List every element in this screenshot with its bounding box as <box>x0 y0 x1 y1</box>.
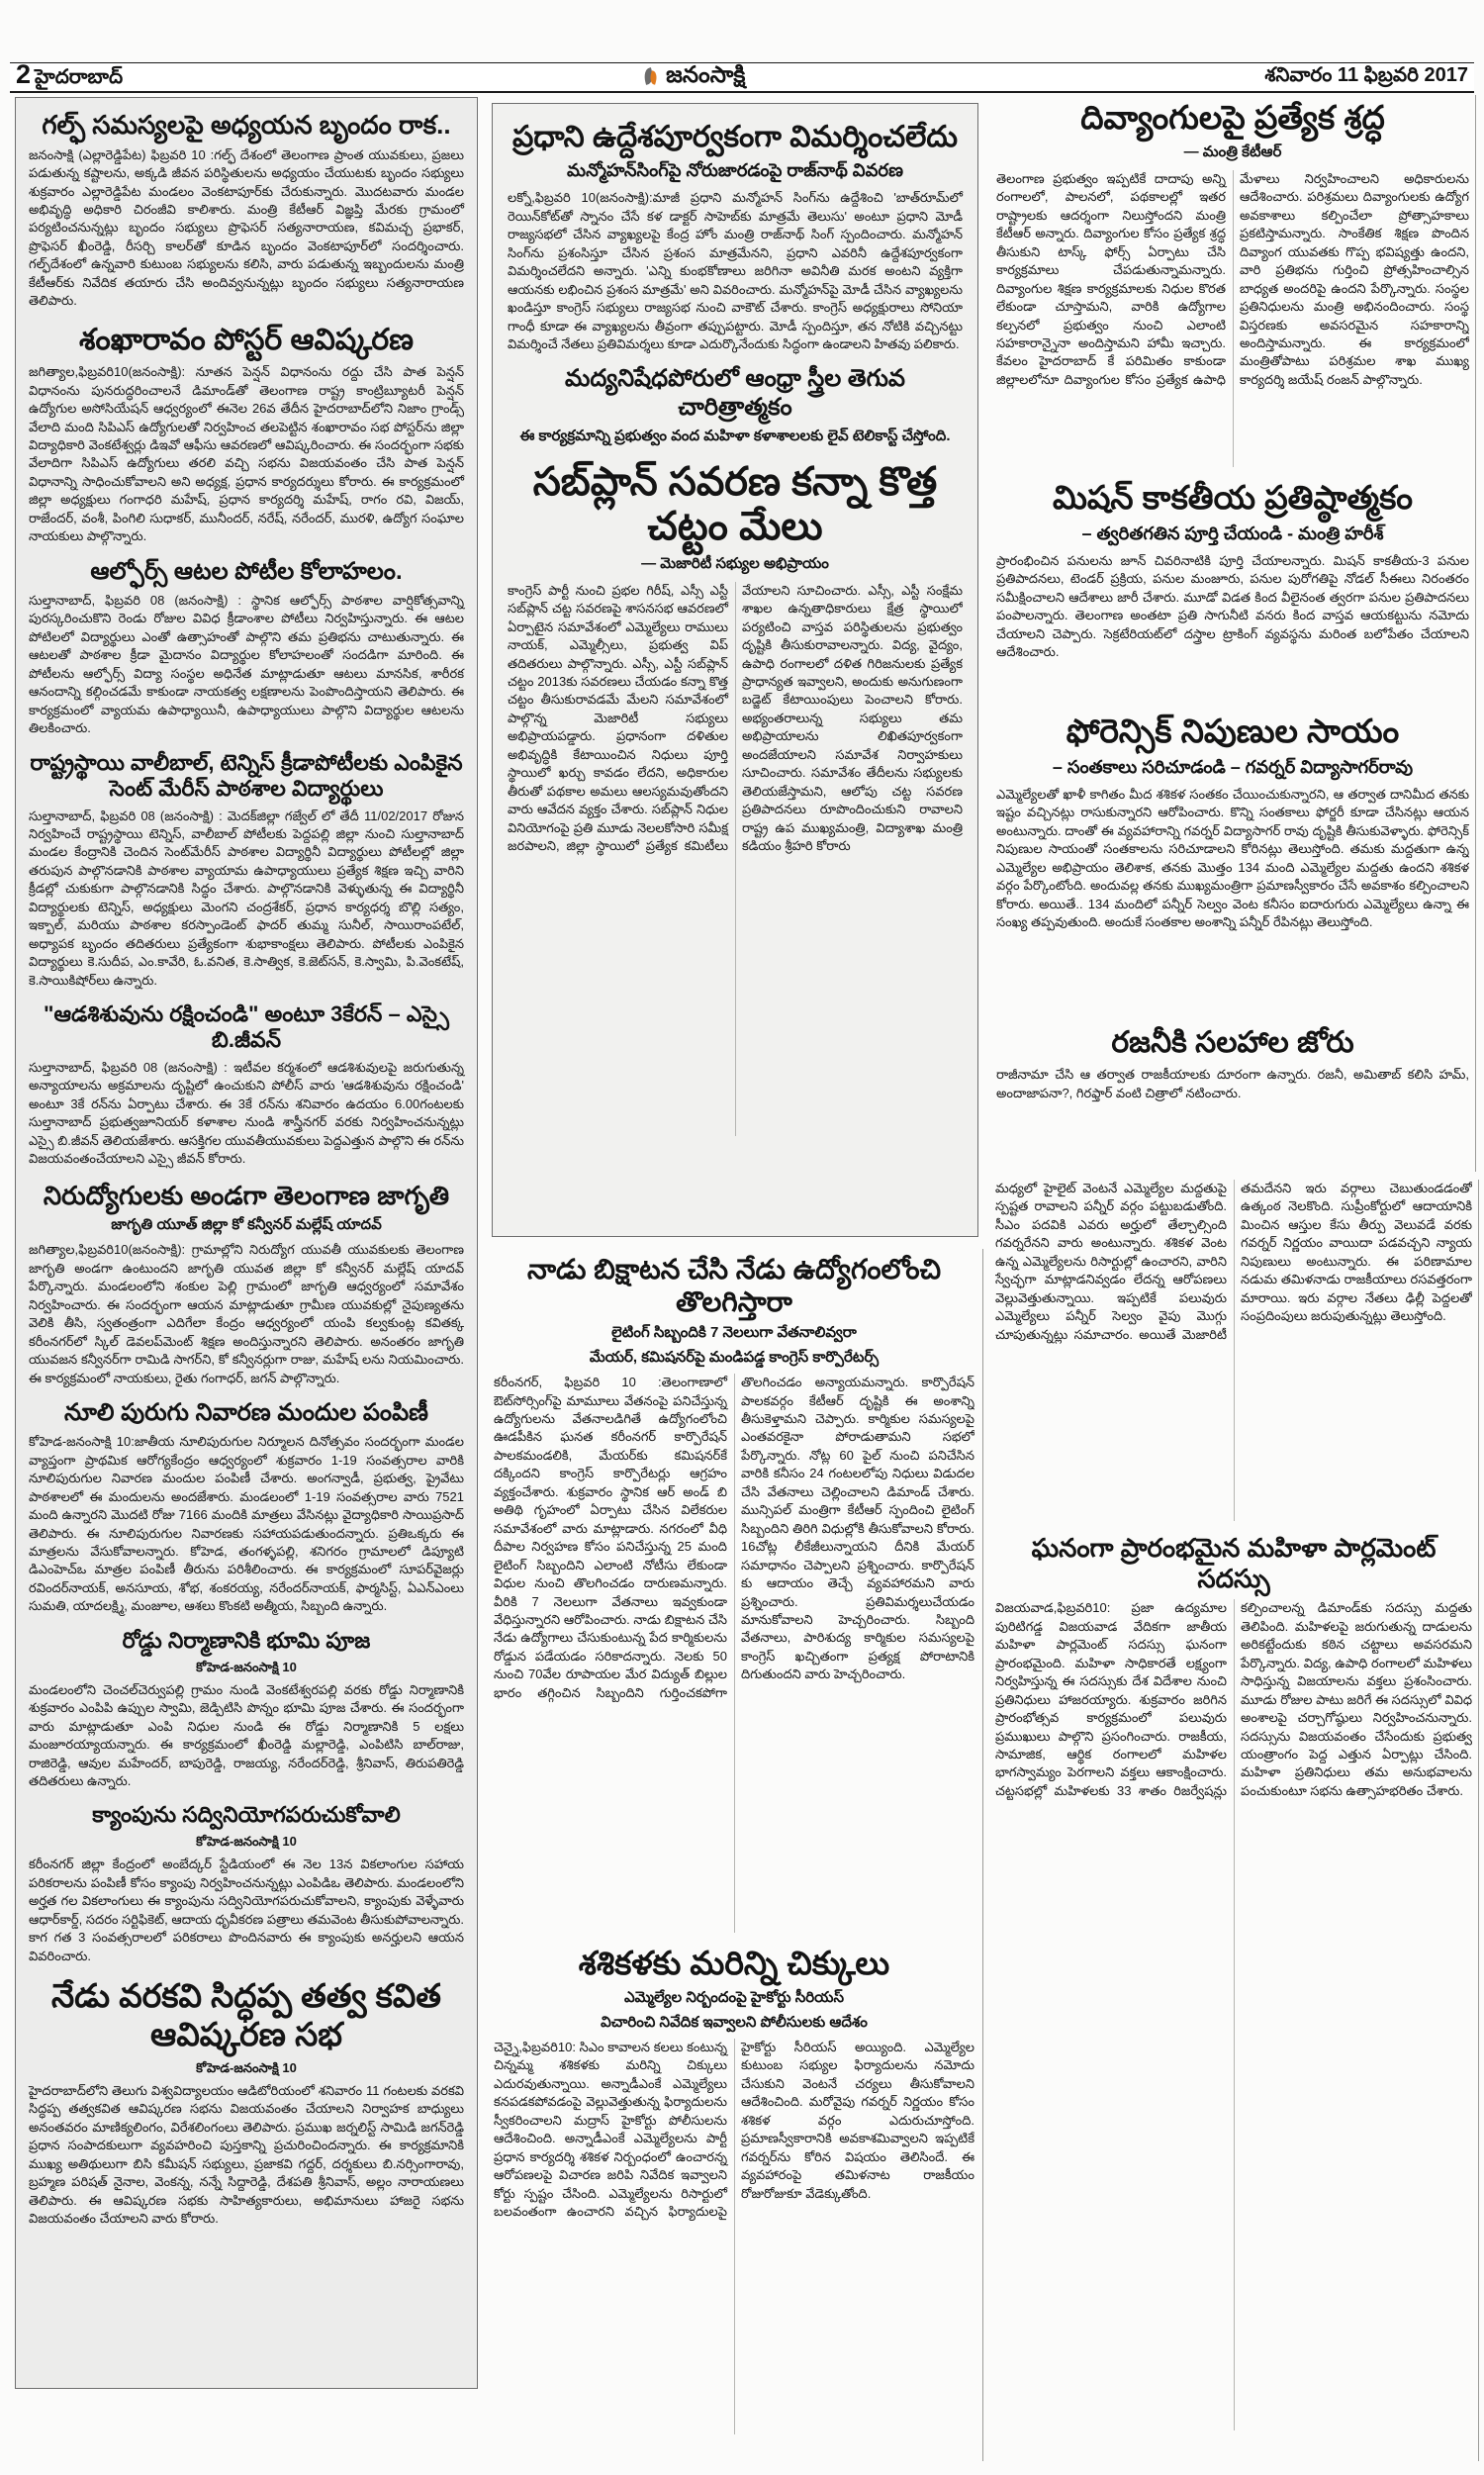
right-column <box>992 95 1476 1172</box>
article-headline: మిషన్ కాకతీయ ప్రతిష్ఠాత్మకం <box>1052 478 1414 516</box>
article-body: లక్నో,ఫిబ్రవరి 10(జనంసాక్షి):మాజీ ప్రధాని మన్మోహన్ సింగ్‌ను ఉద్దేశించి 'బాత్‌రూమ్‌లో రెయిన్‌కోట్‌తో స్నానం చేసే కళ డాక్టర్ సాహెబ్‌కు మాత్రమే తెలుసు' అంటూ ప్రధాని మోడీ రాజ్యసభలో చేసిన వ్యాఖ్యలపై కేంద్ర హోం మంత్రి రాజ్‌నాథ్ సింగ్ స్పందించారు. మన్మోహన్ సింగ్‌ను ప్రశంసిస్తూ చేసిన ప్రశంస మాత్రమేనని, ప్రధాని ఎవరినీ ఉద్దేశపూర్వకంగా విమర్శించలేదని అన్నారు. 'ఎన్ని కుంభకోణాలు జరిగినా అవినీతి మరక అంటని వ్యక్తిగా ఆయనకు లభించిన ప్రశంస మాత్రమే' అని వివరించారు. మన్మోహన్‌పై మోడీ చేసిన వ్యాఖ్యలను ఖండిస్తూ కాంగ్రెస్ సభ్యులు రాజ్యసభ నుంచి వాకౌట్ చేశారు. కాంగ్రెస్ అధ్యక్షురాలు సోనియా గాంధీ కూడా ఈ వ్యాఖ్యలను తీవ్రంగా తప్పుపట్టారు. మోడీ స్పందిస్తూ, తన నోటికి వచ్చినట్టు విమర్శించే నేతలు ప్రతివిమర్శలు కూడా ఎదుర్కొనేందుకు సిద్ధంగా ఉండాలని హితవు పలికారు. <box>508 190 963 352</box>
article-subhead: ఈ కార్యక్రమాన్ని ప్రభుత్వం వంద మహిళా కళాశాలలకు లైవ్ టెలికాస్ట్ చేస్తోంది. <box>519 428 951 445</box>
article-gulf-study-team <box>29 110 464 311</box>
article-subhead: – త్వరితగతిన పూర్తి చేయండి - మంత్రి హరీశ్ <box>1081 523 1384 543</box>
article-body: కరీంనగర్ జిల్లా కేంద్రంలో అంబేద్కర్ స్టేడియంలో ఈ నెల 13న వికలాంగుల సహాయ పరికరాలను పంపిణీ కోసం క్యాంపు నిర్వహించనున్నట్లు ఎంపిడిఒ తెలిపారు. మండలంలోని అర్హత గల వికలాంగులు ఈ క్యాంపును సద్వినియోగపరుచుకోవాలని, క్యాంపుకు వెళ్ళేవారు ఆధార్‌కార్డ్, సదరం సర్టిఫికెట్, ఆదాయ ధృవీకరణ పత్రాలు తమవెంట తీసుకుపోవాలన్నారు. కాగ గత 3 సంవత్సరాలలో పరికరాలు పొందినవారు ఈ క్యాంపుకు అనర్హులని ఆయన వివరించారు. <box>29 1856 464 1963</box>
article-subhead: విచారించి నివేదిక ఇవ్వాలని పోలీసులకు ఆదేశం <box>601 2014 868 2031</box>
article-siddappa-poetry-launch <box>29 1977 464 2229</box>
article-headline: ఫోరెన్సిక్ నిపుణుల సాయం <box>1066 712 1400 749</box>
article-sasikala-troubles <box>494 1945 974 2434</box>
article-telangana-jagruthi <box>29 1181 464 1387</box>
article-deworming-medicine <box>29 1399 464 1616</box>
masthead-title: జనంసాక్షి <box>666 60 746 87</box>
left-column-box <box>15 97 478 2389</box>
page-number: 2 <box>16 59 32 89</box>
article-headline: శశికళకు మరిన్ని చిక్కులు <box>578 1945 890 1982</box>
article-dateline: కోహెడ-జనంసాక్షి 10 <box>196 1659 297 1674</box>
article-headline: రాష్ట్రస్థాయి వాలీబాల్, టెన్నిస్ క్రీడాపోటీలకు ఎంపికైన సెంట్ మేరీస్ పాఠశాల విద్యార్థులు <box>30 749 463 801</box>
article-headline: "ఆడశిశువును రక్షించండి" అంటూ 3కేరన్ – ఎస్సై బి.జీవన్ <box>44 1001 449 1052</box>
article-body: హైదరాబాద్‌లోని తెలుగు విశ్వవిద్యాలయం ఆడిటోరియంలో శనివారం 11 గంటలకు వరకవి సిద్ధప్ప తత్వకవిత ఆవిష్కరణ సభను విజయవంతం చేయాలని నిర్వాహక బాధ్యులు అనంతవరం మాణిక్యలింగం, విరేశలింగంలు తెలిపారు. ప్రముఖ జర్నలిస్ట్ సామిడి జగన్‌రెడ్డి ప్రధాన సంపాదకులుగా వ్యవహరించి పుస్తకాన్ని ప్రచురించిందన్నారు. ఈ కార్యక్రమానికి ముఖ్య అతిథులుగా బిసి కమీషన్ సభ్యులు, ప్రజాకవి గద్దర్, దర్శకులు బి.నర్సింగారావు, బ్రహ్మణ పరిషత్ నైనాల, వెంకన్న, నన్నే సిద్దారెడ్డి, దేశపతి శ్రీనివాస్, అల్లం నారాయణలు తెలిపారు. ఈ ఆవిష్కరణ సభకు సాహిత్యకారులు, అభిమానులు హాజరై సభను విజయవంతం చేయాలని వారు కోరారు. <box>29 2083 464 2227</box>
article-headline: నిరుద్యోగులకు అండగా తెలంగాణ జాగృతి <box>43 1180 450 1210</box>
article-headline: రజనీకి సలహాల జోరు <box>1111 1025 1354 1059</box>
article-road-bhoomi-puja <box>29 1628 464 1791</box>
bottom-right-column <box>989 1180 1479 2461</box>
article-subhead: లైటింగ్ సిబ్బందికి 7 నెలలుగా వేతనాలివ్వరా <box>611 1324 857 1342</box>
article-headline: గల్ఫ్ సమస్యలపై అధ్యయన బృందం రాక.. <box>42 110 451 140</box>
article-tn-politics-continuation <box>995 1180 1472 1521</box>
article-body: జగిత్యాల,ఫిబ్రవరి10(జనంసాక్షి): గ్రామాల్లోని నిరుద్యోగ యువతీ యువకులకు తెలంగాణ జాగృతి అండగా ఉంటుందని జాగృతి యువత జిల్లా కో కన్వీనర్ మల్లేష్ యాదవ్ పేర్కొన్నారు. మండలంలోని శంకుల పెల్లి గ్రామంలో జాగృతి ఆధ్వర్యంలో సమావేశం నిర్వహించారు. ఈ సందర్భంగా ఆయన మాట్లాడుతూ గ్రామీణ యువకుల్లో నైపుణ్యతను వెలికి తీసి, స్వతంత్రంగా ఎదిగేలా కేంద్రం ఆధ్వర్యంలో యంపి కల్వకుంట్ల కవితక్క కరీంనగర్‌లో స్కిల్ డెవలప్‌మెంట్ శిక్షణ అందిస్తున్నారని తెలిపారు. అనంతరం జాగృతి యువజన కన్వీనర్‌గా రామిడి సాగర్‌ని, కో కన్వీనర్లుగా రాజు, మహేష్ లను నియమించారు. ఈ కార్యక్రమంలో నాయకులు, రైతు గంగాధర్, జగన్ పాల్గొన్నారు. <box>29 1242 464 1385</box>
article-forensic-experts <box>996 713 1469 1013</box>
article-body: ఎమ్మెల్యేలతో ఖాళీ కాగితం మీద శశికళ సంతకం చేయించుకున్నారని, ఆ తర్వాత దానిమీద తనకు ఇష్టం వచ్చినట్లు రాసుకున్నారని ఆరోపించారు. కొన్ని సంతకాలు ఫోర్జరీ కూడా చేసినట్లు ఆయన అంటున్నారు. దాంతో ఈ వ్యవహారాన్ని గవర్నర్ విద్యాసాగర్ రావు దృష్టికి తీసుకువెళ్ళారు. ఫోరెన్సిక్ నిపుణుల సాయంతో సంతకాలను సరిచూడాలని కోరినట్లు తెలుస్తోంది. తమకు మద్దతుగా ఉన్న ఎమ్మెల్యేల అభిప్రాయం తెలిశాక, తనకు మొత్తం 134 మంది ఎమ్మెల్యేల మద్దతు ఉందని శశికళ వర్గం పేర్కొంటోంది. అందువల్ల తనకు ముఖ్యమంత్రిగా ప్రమాణస్వీకారం చేసే అవకాశం కల్పించాలని కోరారు. అయితే.. 134 మందిలో పన్నీర్ సెల్వం వెంట కనీసం ఐదారుగురు ఎమ్మెల్యేలు ఉన్నా ఈ సంఖ్య తప్పవుతుంది. అందుకే సంతకాల అంశాన్ని పన్నీర్ రేపినట్లు తెలుస్తోంది. <box>996 786 1469 929</box>
article-subhead: జాగృతి యూత్ జిల్లా కో కన్వీనర్ మల్లేష్ యాదవ్ <box>111 1216 382 1234</box>
article-body: సుల్తానాబాద్, ఫిబ్రవరి 08 (జనంసాక్షి) : స్థానిక ఆల్ఫోర్స్ పాఠశాల వార్షికోత్సవాన్ని పురస్కరించుకొని రెండు రోజుల వివిధ క్రీడాంశాల పోటీలు నిర్వహిస్తున్నారు. ఈ ఆటల పోటిలలో విద్యార్థులు ఎంతో ఉత్సాహంతో పాల్గొని తమ ప్రతిభను చాటుతున్నారు. ఈ ఆటలతో పాఠశాల క్రీడా మైదానం విద్యార్థుల కోలాహలంతో సందడిగా మారింది. ఈ పోటీలను ఆల్ఫోర్స్ విద్యా సంస్థల అధినేత మాట్లాడుతూ ఆటలు మానసిక, శారీరక ఆనందాన్ని కల్గించడమే కాకుండా నాయకత్వ లక్షణాలను పెంపొందిస్తాయని తెలిపారు. ఈ కార్యక్రమంలో వ్యాయమ ఉపాధ్యాయినీ, ఉపాధ్యాయులు పాల్గొని విద్యార్థుల ఆటలను తిలకించారు. <box>29 592 464 736</box>
article-camp-utilization <box>29 1802 464 1965</box>
article-headline: ఘనంగా ప్రారంభమైన మహిళా పార్లమెంట్ సదస్సు <box>1031 1533 1437 1593</box>
article-womens-parliament <box>995 1533 1472 2430</box>
article-sankharavam-poster <box>29 323 464 546</box>
article-headline: నూలి పురుగు నివారణ మందుల పంపిణీ <box>64 1398 428 1426</box>
article-body: విజయవాడ,ఫిబ్రవరి10: ప్రజా ఉద్యమాల పురిటిగడ్డ విజయవాడ వేదికగా జాతీయ మహిళా పార్లమెంట్ సదస్సు ఘనంగా ప్రారంభమైంది. మహిళా సాధికారతే లక్ష్యంగా నిర్వహిస్తున్న ఈ సదస్సుకు దేశ విదేశాల నుంచి ప్రతినిధులు హాజరయ్యారు. శుక్రవారం జరిగిన ప్రారంభోత్సవ కార్యక్రమంలో పలువురు ప్రముఖులు పాల్గొని ప్రసంగించారు. రాజకీయ, సామాజిక, ఆర్థిక రంగాలలో మహిళల భాగస్వామ్యం పెరగాలని వక్తలు ఆకాంక్షించారు. చట్టసభల్లో మహిళలకు 33 శాతం రిజర్వేషన్లు కల్పించాలన్న డిమాండ్‌కు సదస్సు మద్దతు తెలిపింది. మహిళలపై జరుగుతున్న దాడులను అరికట్టేందుకు కఠిన చట్టాలు అవసరమని పేర్కొన్నారు. విద్య, ఉపాధి రంగాలలో మహిళలు సాధిస్తున్న విజయాలను వక్తలు ప్రశంసించారు. మూడు రోజుల పాటు జరిగే ఈ సదస్సులో వివిధ అంశాలపై చర్చాగోష్ఠులు నిర్వహించనున్నారు. సదస్సును విజయవంతం చేసేందుకు ప్రభుత్వ యంత్రాంగం పెద్ద ఎత్తున ఏర్పాట్లు చేసింది. మహిళా ప్రతినిధులు తమ అనుభవాలను పంచుకుంటూ సభను ఉత్సాహభరితం చేశారు. <box>995 1600 1472 1798</box>
bottom-middle-column <box>492 1249 983 2461</box>
article-body: మధ్యలో హైలైట్ వెంటనే ఎమ్మెల్యేల మద్దతుపై స్పష్టత రావాలని పన్నీర్ వర్గం పట్టుబడుతోంది. సీఎం పదవికి ఎవరు అర్హులో తేల్చాల్సింది గవర్నరేనని వారు అంటున్నారు. శశికళ వెంట ఉన్న ఎమ్మెల్యేలను రిసార్టుల్లో ఉంచారని, వారిని స్వేచ్ఛగా మాట్లాడనివ్వడం లేదన్న ఆరోపణలు వెల్లువెత్తుతున్నాయి. ఇప్పటికే పలువురు ఎమ్మెల్యేలు పన్నీర్ సెల్వం వైపు మొగ్గు చూపుతున్నట్లు సమాచారం. అయితే మెజారిటీ తమదేనని ఇరు వర్గాలు చెబుతుండడంతో ఉత్కంఠ నెలకొంది. సుప్రీంకోర్టులో ఆదాయానికి మించిన ఆస్తుల కేసు తీర్పు వెలువడే వరకు గవర్నర్ నిర్ణయం వాయిదా పడవచ్చని న్యాయ నిపుణులు అంటున్నారు. ఈ పరిణామాల నడుమ తమిళనాడు రాజకీయాలు రసవత్తరంగా మారాయి. ఇరు వర్గాల నేతలు ఢిల్లీ పెద్దలతో సంప్రదింపులు జరుపుతున్నట్లు తెలుస్తోంది. <box>995 1181 1472 1342</box>
article-subhead: ఎమ్మెల్యేల నిర్బందంపై హైకోర్టు సీరియస్ <box>623 1989 844 2006</box>
article-subhead: మేయర్, కమిషనర్‌పై మండిపడ్డ కాంగ్రెస్ కార్పొరేటర్స్ <box>589 1349 880 1367</box>
article-mission-kakatiya <box>996 479 1469 701</box>
masthead-leaf-icon <box>642 67 660 87</box>
article-body: జగిత్యాల,ఫిబ్రవరి10(జనంసాక్షి): నూతన పెన్షన్ విధానంను రద్దు చేసి పాత పెన్షన్ విధానంను పునరుద్ధరించాలనే డిమాండ్‌తో తెలంగాణ రాష్ట్ర కాంట్రిబ్యూటరీ పెన్షన్ ఉద్యోగుల అసోసియేషన్ ఆధ్వర్యంలో ఈనెల 26వ తేదీన హైదరాబాద్‌లోని నిజాం గ్రాండ్స్ వేలాది మంది సిపిఎస్ ఉద్యోగులతో నిర్వహించ తలపెట్టిన శంఖారావం సభ పోస్టర్‌ను జిల్లా విద్యాధికారి వెంకటేశ్వర్లు డిఇవో ఆఫీసు ఆవరణలో ఆవిష్కరించారు. ఈ సందర్భంగా సభకు వేలాదిగా సిపిఎస్ ఉద్యోగులు తరలి వచ్చి సభను విజయవంతం చేసి పాత పెన్షన్ విధానాన్ని సాధించుకోవాలని అని అధ్యక్ష, ప్రధాన కార్యదర్శులు కోరారు. ఈ కార్యక్రమంలో జిల్లా అధ్యక్షులు గంగాధరి మహేష్, ప్రధాన కార్యదర్శి మహేష్, రాగం రవి, విజయ్, రాజేందర్, వంశీ, పింగిలి సుధాకర్, మునీందర్, నరేష్, నరేందర్, మురళి, ఉద్యోగ సంఘాల నాయకులు పాల్గొన్నారు. <box>29 364 464 544</box>
article-subhead: మన్మోహన్‌సింగ్‌పై నోరుజారడంపై రాజ్‌నాథ్ వివరణ <box>567 160 903 181</box>
article-headline: రోడ్డు నిర్మాణానికి భూమి పూజ <box>122 1627 371 1653</box>
article-body: తెలంగాణ ప్రభుత్వం ఇప్పటికే దాదాపు అన్ని రంగాలలో, పాలనలో, పథకాలల్లో ఇతర రాష్ట్రాలకు ఆదర్శంగా నిలుస్తోందని మంత్రి కేటీఆర్ అన్నారు. దివ్యాంగుల కోసం ప్రత్యేక శ్రద్ధ తీసుకుని టాస్క్ ఫోర్స్ ఏర్పాటు చేసి కార్యక్రమాలు చేపడుతున్నామన్నారు. దివ్యాంగుల శిక్షణ కార్యక్రమాలకు నిధుల కొరత లేకుండా చూస్తామని, వారికి ఉద్యోగాల కల్పనలో ప్రభుత్వం నుంచి ఎలాంటి సహకారాన్నైనా అందిస్తామని హామీ ఇచ్చారు. కేవలం హైదరాబాద్ కే పరిమితం కాకుండా జిల్లాలలోనూ దివ్యాంగుల కోసం ప్రత్యేక ఉపాధి మేళాలు నిర్వహించాలని అధికారులను ఆదేశించారు. పరిశ్రమలు దివ్యాంగులకు ఉద్యోగ అవకాశాలు కల్పించేలా ప్రోత్సాహకాలు ప్రకటిస్తామన్నారు. సాంకేతిక శిక్షణ పొందిన దివ్యాంగ యువతకు గొప్ప భవిష్యత్తు ఉందని, వారి ప్రతిభను గుర్తించి ప్రోత్సహించాల్సిన బాధ్యత అందరిపై ఉందని పేర్కొన్నారు. సంస్థల ప్రతినిధులను మంత్రి అభినందించారు. సంస్థ విస్తరణకు అవసరమైన సహకారాన్ని అందిస్తామన్నారు. ఈ కార్యక్రమంలో మంత్రితోపాటు పరిశ్రమల శాఖ ముఖ్య కార్యదర్శి జయేష్ రంజన్ పాల్గొన్నారు. <box>996 170 1469 387</box>
article-rajini-advice <box>996 1025 1469 1120</box>
article-andhra-women-liquor-ban <box>508 365 963 448</box>
article-headline: నేడు వరకవి సిద్ధప్ప తత్వ కవిత ఆవిష్కరణ సభ <box>51 1977 441 2053</box>
article-dateline: కోహెడ-జనంసాక్షి 10 <box>196 1834 297 1850</box>
article-corporation-lighting-staff <box>494 1253 974 1933</box>
article-headline: సబ్‌ప్లాన్ సవరణ కన్నా కొత్త చట్టం మేలు <box>532 460 938 548</box>
article-headline: ప్రధాని ఉద్దేశపూర్వకంగా విమర్శించలేదు <box>512 121 958 153</box>
issue-date: శనివారం 11 ఫిబ్రవరి 2017 <box>1264 63 1468 86</box>
article-dateline: కోహెడ-జనంసాక్షి 10 <box>196 2060 297 2076</box>
article-byline: — మంత్రి కేటీఆర్ <box>1183 143 1282 160</box>
article-body: కోహెడ-జనంసాక్షి 10:జాతీయ నూలిపురుగుల నిర్మూలన దినోత్సవం సందర్భంగా మండల వ్యాప్తంగా ప్రాథమిక ఆరోగ్యకేంద్రం ఆధ్వర్యంలో శుక్రవారం 1-19 సంవత్సరాల వారికి నూలిపురుగుల నివారణ మందుల పంపిణీ చేశారు. అంగన్వాడీ, ప్రభుత్వ, ప్రైవేటు పాఠశాలలో ఈ మందులను అందజేశారు. మండలంలో 1-19 సంవత్సరాల వారు 7521 మంది ఉన్నారని మొదటి రోజు 7166 మందికి మాత్రలు వేసినట్లు వైద్యాధికారి సాయిప్రసాద్ తెలిపారు. ఈ నూలిపురుగుల నివారణకు సహాయపడుతుందన్నారు. ప్రతిఒక్కరు ఈ మాత్రలను వేసుకోవాలన్నారు. కోహెడ, తంగళ్ళపల్లి, శనిగరం గ్రామాలలో డిప్యూటి డిఎంహెచ్ఒ మాత్రల పంపిణీ తీరును పరిశీలించారు. ఈ కార్యక్రమంలో సూపర్‌వైజర్లు రవిందర్‌నాయక్, అనసూయ, శోభ, శంకరయ్య, నరేందర్‌నాయక్, ఫార్మసిస్ట్, ఏఎన్ఎంలు సుమతి, యాదలక్ష్మి, మంజూల, ఆశలు కొంకటి అత్మీయ, సిబ్బంది ఉన్నారు. <box>29 1434 464 1614</box>
article-alfors-games <box>29 558 464 738</box>
article-body: మండలంలోని చెంచల్‌చెర్వుపల్లి గ్రామం నుండి వెంకటేశ్వరపల్లి వరకు రోడ్డు నిర్మాణానికి శుక్రవారం ఎంపిపి ఉప్పుల స్వామి, జెడ్పిటిసి పొన్నం భూమి పూజ చేశారు. ఈ సందర్భంగా వారు మాట్లాడుతూ ఎంపి నిధుల నుండి ఈ రోడ్డు నిర్మాణానికి 5 లక్షలు మంజూరయ్యాయన్నారు. ఈ కార్యక్రమంలో ఖీంరెడ్డి మల్లారెడ్డి, ఎంపిటిసి బాల్‌రాజు, రాజిరెడ్డి, ఆవుల మహేందర్, బాపురెడ్డి, రాజయ్య, నరేందర్‌రెడ్డి, శ్రీనివాస్, తిరుపతిరెడ్డి తదితరులు ఉన్నారు. <box>29 1681 464 1789</box>
article-body: చెన్నై,ఫిబ్రవరి10: సిఎం కావాలన కలలు కంటున్న చిన్నమ్మ శశికళకు మరిన్ని చిక్కులు ఎదురవుతున్నాయి. అన్నాడీఎంకే ఎమ్మెల్యేలు కనపడకపోవడంపై వెల్లువెత్తుతున్న ఫిర్యాదులను స్వీకరించాలని మద్రాస్ హైకోర్టు పోలీసులను ఆదేశించింది. అన్నాడీఎంకే ఎమ్మెల్యేలను పార్టీ ప్రధాన కార్యదర్శి శశికళ నిర్బంధంలో ఉంచారన్న ఆరోపణలపై విచారణ జరిపి నివేదిక ఇవ్వాలని కోర్టు స్పష్టం చేసింది. ఎమ్మెల్యేలను రిసార్టులో బలవంతంగా ఉంచారని వచ్చిన ఫిర్యాదులపై హైకోర్టు సీరియస్ అయ్యింది. ఎమ్మెల్యేల కుటుంబ సభ్యుల ఫిర్యాదులను నమోదు చేసుకుని వెంటనే చర్యలు తీసుకోవాలని ఆదేశించింది. మరోవైపు గవర్నర్ నిర్ణయం కోసం శశికళ వర్గం ఎదురుచూస్తోంది. ప్రమాణస్వీకారానికి అవకాశమివ్వాలని ఇప్పటికే గవర్నర్‌ను కోరిన విషయం తెలిసిందే. ఈ వ్యవహారంపై తమిళనాట రాజకీయం రోజురోజుకూ వేడెక్కుతోంది. <box>494 2040 974 2220</box>
article-headline: క్యాంపును సద్వినియోగపరుచుకోవాలి <box>92 1802 401 1828</box>
article-byline: — మెజారిటీ సభ్యుల అభిప్రాయం <box>641 554 829 572</box>
article-headline: దివ్యాంగులపై ప్రత్యేక శ్రద్ధ <box>1080 99 1385 136</box>
article-body: కరీంనగర్, ఫిబ్రవరి 10 :తెలంగాణాలో ఔట్‌సోర్సింగ్‌పై మామూలు వేతనంపై పనిచేస్తున్న ఉద్యోగులను వేతనాలడిగితే ఉద్యోగంలోంచి ఊడపీకిన ఘనత కరీంనగర్ కార్పొరేషన్ పాలకమండలికి, మేయర్‌కు కమిషనర్‌కే దక్కిందని కాంగ్రెస్ కార్పొరేటర్లు ఆగ్రహం వ్యక్తంచేశారు. శుక్రవారం స్థానిక ఆర్ అండ్ బి అతిథి గృహంలో ఏర్పాటు చేసిన విలేకరుల సమావేశంలో వారు మాట్లాడారు. నగరంలో వీధి దీపాల నిర్వహణ కోసం పనిచేస్తున్న 25 మంది లైటింగ్ సిబ్బందిని ఎలాంటి నోటీసు లేకుండా విధుల నుంచి తొలగించడం దారుణమన్నారు. వీరికి 7 నెలలుగా వేతనాలు ఇవ్వకుండా వేధిస్తున్నారని ఆరోపించారు. నాడు బిక్షాటన చేసి నేడు ఉద్యోగాలు చేసుకుంటున్న పేద కార్మికులను రోడ్డున పడేయడం సరికాదన్నారు. నెలకు 50 నుంచి 70వేల రూపాయల మేర విద్యుత్ బిల్లుల భారం తగ్గించిన సిబ్బందిని గుర్తించకపోగా తొలగించడం అన్యాయమన్నారు. కార్పొరేషన్ పాలకవర్గం కేటీఆర్ దృష్టికి ఈ అంశాన్ని తీసుకెళ్తామని చెప్పారు. కార్మికుల సమస్యలపై ఎంతవరకైనా పోరాడుతామని సభలో పేర్కొన్నారు. నోట్ల 60 పైల్ నుంచి పనిచేసిన వారికి కనీసం 24 గంటలలోపు నిధులు విడుదల చేసి వేతనాలు చెల్లించాలని డిమాండ్ చేశారు. మున్సిపల్ మంత్రిగా కేటీఆర్ స్పందించి లైటింగ్ సిబ్బందిని తిరిగి విధుల్లోకి తీసుకోవాలని కోరారు. 16చోట్ల లీకేజీలున్నాయని దీనికి మేయర్ సమాధానం చెప్పాలని ప్రశ్నించారు. కార్పొరేషన్ కు ఆదాయం తెచ్చే వ్యవహారమని వారు ప్రశ్నించారు. ప్రతివిమర్శలుచేయడం మానుకోవాలని హెచ్చరించారు. సిబ్బంది వేతనాలు, పారిశుద్య కార్మికుల సమస్యలపై కాంగ్రెస్ ఖచ్చితంగా ప్రత్యక్ష పోరాటానికి దిగుతుందని వారు హెచ్చరించారు. <box>494 1375 974 1700</box>
header-edition <box>16 61 123 93</box>
article-subhead: – సంతకాలు సరిచూడండి – గవర్నర్ విద్యాసాగర్‌రావు <box>1052 756 1414 777</box>
middle-column-box <box>492 103 978 1237</box>
page-header <box>10 59 1474 93</box>
edition-name: హైదరాబాద్ <box>35 66 124 88</box>
article-st-marys-sports <box>29 750 464 990</box>
article-subplan-new-law <box>508 460 963 1136</box>
article-body: జనంసాక్షి (ఎల్లారెడ్డిపేట) ఫిబ్రవరి 10 :గల్ఫ్ దేశంలో తెలంగాణ ప్రాంత యువకులు, ప్రజలు పడుతున్న కష్టాలను, అక్కడి జీవన పరిస్థితులను అధ్యయం చేయుటకు బృందం సభ్యులు శుక్రవారం ఎల్లారెడ్డిపేట మండలం వెంకటాపూర్‌కు చేరుకున్నారు. మొదటవారు మండల అభివృద్ధి అధికారి చిరంజీవి కాలిశారు. మంత్రి కేటీఆర్ విజ్ఞప్తి మేరకు గ్రామంలో పర్యటించనున్నట్లు బృందం సభ్యులు ప్రొఫెసర్ సత్యనారాయణ, కవిమచ్చ ప్రభాకర్, ప్రొఫెసర్ ఖీంరెడ్డి, రీసర్చి కాలర్‌తో కూడిన బృందం వెంకటాపూర్‌లో సందర్శించారు. గల్ఫ్‌దేశంలో ఉన్నవారి కుటుంబ సభ్యులను కలిసి, వారు పడుతున్న ఇబ్బందులను మంత్రి కేటీఆర్‌కు నివేదిక తయారు చేసి అందివ్వనున్నట్లు బృందం సభ్యులు సత్యనారాయణ తెలిపారు. <box>29 146 464 309</box>
article-pm-clarification <box>508 120 963 353</box>
article-headline: నాడు బిక్షాటన చేసి నేడు ఉద్యోగంలోంచి తొలగిస్తారా <box>526 1254 942 1318</box>
article-save-girl-child-run <box>29 1001 464 1169</box>
article-body: సుల్తానాబాద్, ఫిబ్రవరి 08 (జనంసాక్షి) : మెదక్‌జిల్లా గజ్వేల్ లో తేదీ 11/02/2017 రోజున నిర్వహించే రాష్ట్రస్థాయి టెన్నిస్, వాలీబాల్ పోటీలకు పెద్దపల్లి జిల్లా నుంచి సుల్తానాబాద్ మండల కేంద్రానికి చెందిన సెంట్‌మేరీస్ పాఠశాల విద్యార్థినీ విద్యార్థులు పోటీలల్లో జిల్లా తరుపున పాల్గొనడానికి పాఠశాల వ్యాయామ ఉపాధ్యాయులు ప్రత్యేక శిక్షణ ఇచ్చి వారిని క్రీడల్లో చుకుకుగా పాల్గొనడానికి సిద్ధం చేశారు. పాల్గొనడానికి వెళ్ళుతున్న ఈ విద్యార్థినీ విద్యార్థులకు టెన్నిస్, అధ్యక్షులు మెంగని చంద్రశేకర్, ప్రధాన కార్యధర్శ బొల్లి సత్యం, ఇక్బాల్, మరియు పాఠశాల కరస్పాండెంట్ ఫాదర్ తుమ్మ సునీల్, సాయిరాంపటేల్, అధ్యాపక బృందం తదితరులు ప్రత్యేకంగా శుభాకాంక్షలు తెలిపారు. పోటీలకు ఎంపికైన విద్యార్థులు కె.సుదీప, ఎం.కావేరి, ఓ.వనిత, కె.సాత్విక, కె.జెట్‌సన్, కె.స్వామి, పి.వెంకటేష్, కె.సాయికిషోర్‌లు ఉన్నారు. <box>29 808 464 988</box>
article-body: రాజీనామా చేసి ఆ తర్వాత రాజకీయాలకు దూరంగా ఉన్నారు. రజనీ, అమితాబ్ కలిసి హమ్, అందాజాపనా?, గిరఫ్తార్ వంటి చిత్రాలో నటించారు. <box>996 1067 1469 1100</box>
article-divyang-special-care <box>996 99 1469 467</box>
masthead <box>642 61 745 94</box>
article-body: కాంగ్రెస్ పార్టీ నుంచి ప్రభల గిరీష్, ఎస్సీ ఎస్టీ సబ్‌ప్లాన్ చట్ట సవరణపై శాసనసభ ఆవరణలో ఏర్పాటైన సమావేశంలో ఎమ్మెల్యేలు రాములు నాయక్, ఎమ్మెల్సీలు, ప్రభుత్వ విప్ తదితరులు పాల్గొన్నారు. ఎస్సీ, ఎస్టీ సబ్‌ప్లాన్ చట్టం 2013కు సవరణలు చేయడం కన్నా కొత్త చట్టం తీసుకురావడమే మేలని సమావేశంలో పాల్గొన్న మెజారిటీ సభ్యులు అభిప్రాయపడ్డారు. ప్రధానంగా దళితుల అభివృద్ధికి కేటాయించిన నిధులు పూర్తి స్థాయిలో ఖర్చు కావడం లేదని, అధికారుల తీరుతో పథకాల అమలు ఆలస్యమవుతోందని వారు ఆవేదన వ్యక్తం చేశారు. సబ్‌ప్లాన్ నిధుల వినియోగంపై ప్రతి మూడు నెలలకోసారి సమీక్ష జరపాలని, జిల్లా స్థాయిలో ప్రత్యేక కమిటీలు వేయాలని సూచించారు. ఎస్సీ, ఎస్టీ సంక్షేమ శాఖల ఉన్నతాధికారులు క్షేత్ర స్థాయిలో పర్యటించి వాస్తవ పరిస్థితులను ప్రభుత్వం దృష్టికి తీసుకురావాలన్నారు. విద్య, వైద్యం, ఉపాధి రంగాలలో దళిత గిరిజనులకు ప్రత్యేక ప్రాధాన్యత ఇవ్వాలని, అందుకు అనుగుణంగా బడ్జెట్ కేటాయింపులు పెంచాలని కోరారు. అభ్యంతరాలున్న సభ్యులు తమ అభిప్రాయాలను లిఖితపూర్వకంగా అందజేయాలని సమావేశ నిర్వాహకులు సూచించారు. సమావేశం తేదీలను సభ్యులకు తెలియజేస్తామని, ఆలోపు చట్ట సవరణ ప్రతిపాదనలు రూపొందించుకుని రావాలని రాష్ట్ర ఉప ముఖ్యమంత్రి, విద్యాశాఖ మంత్రి కడియం శ్రీహరి కోరారు <box>508 582 963 854</box>
article-headline: ఆల్ఫోర్స్ ఆటల పోటీల కోలాహలం. <box>90 557 403 585</box>
article-headline: మద్యనిషేధపోరులో ఆంధ్రా స్త్రీల తెగువ చారిత్రాత్మకం <box>565 365 905 421</box>
article-headline: శంఖారావం పోస్టర్ ఆవిష్కరణ <box>79 323 414 356</box>
article-body: సుల్తానాబాద్, ఫిబ్రవరి 08 (జనంసాక్షి) : ఇటీవల కర్మశంలో ఆడశిశువులపై జరుగుతున్న అన్యాయాలను అక్రమాలను దృష్టిలో ఉంచుకుని పోలీస్ వారు 'ఆడశిశువును రక్షించండి' అంటూ 3కే రన్‌ను ఏర్పాటు చేశారు. ఈ 3కే రన్‌ను శనివారం ఉదయం 6.00గంటలకు సుల్తానాబాద్ ప్రభుత్వజూనియర్ కళాశాల నుండి శాస్త్రీనగర్ వరకు నిర్వహించనున్నట్లు ఎస్సై బి.జీవన్ తెలియజేశారు. ఆసక్తిగల యువతీయువకులు పెద్దఎత్తున పాల్గొని ఈ రన్‌ను విజయవంతంచేయాలని ఎస్సై జీవన్ కోరారు. <box>29 1059 464 1167</box>
article-body: ప్రారంభించిన పనులను జూన్ చివరినాటికి పూర్తి చేయాలన్నారు. మిషన్ కాకతీయ-3 పనుల ప్రతిపాదనలు, టెండర్ ప్రక్రియ, పనుల మంజూరు, పనుల పురోగతిపై నోడల్ సీఈలు నిరంతరం సమీక్షించాలని ఆదేశాలు జారీ చేశారు. మూడో విడత కింద వీలైనంత త్వరగా పనుల ప్రతిపాదనలు పంపాలన్నారు. తెలంగాణ అంతటా ప్రతి సాగునీటి వనరు కింద వాస్తవ ఆయకట్టును నమోదు చేయాలని చెప్పారు. సెక్రటేరియట్‌లో దస్త్రాల ట్రాకింగ్ వ్యవస్థను మరింత బలోపేతం చేయాలని ఆదేశించారు. <box>996 552 1469 660</box>
